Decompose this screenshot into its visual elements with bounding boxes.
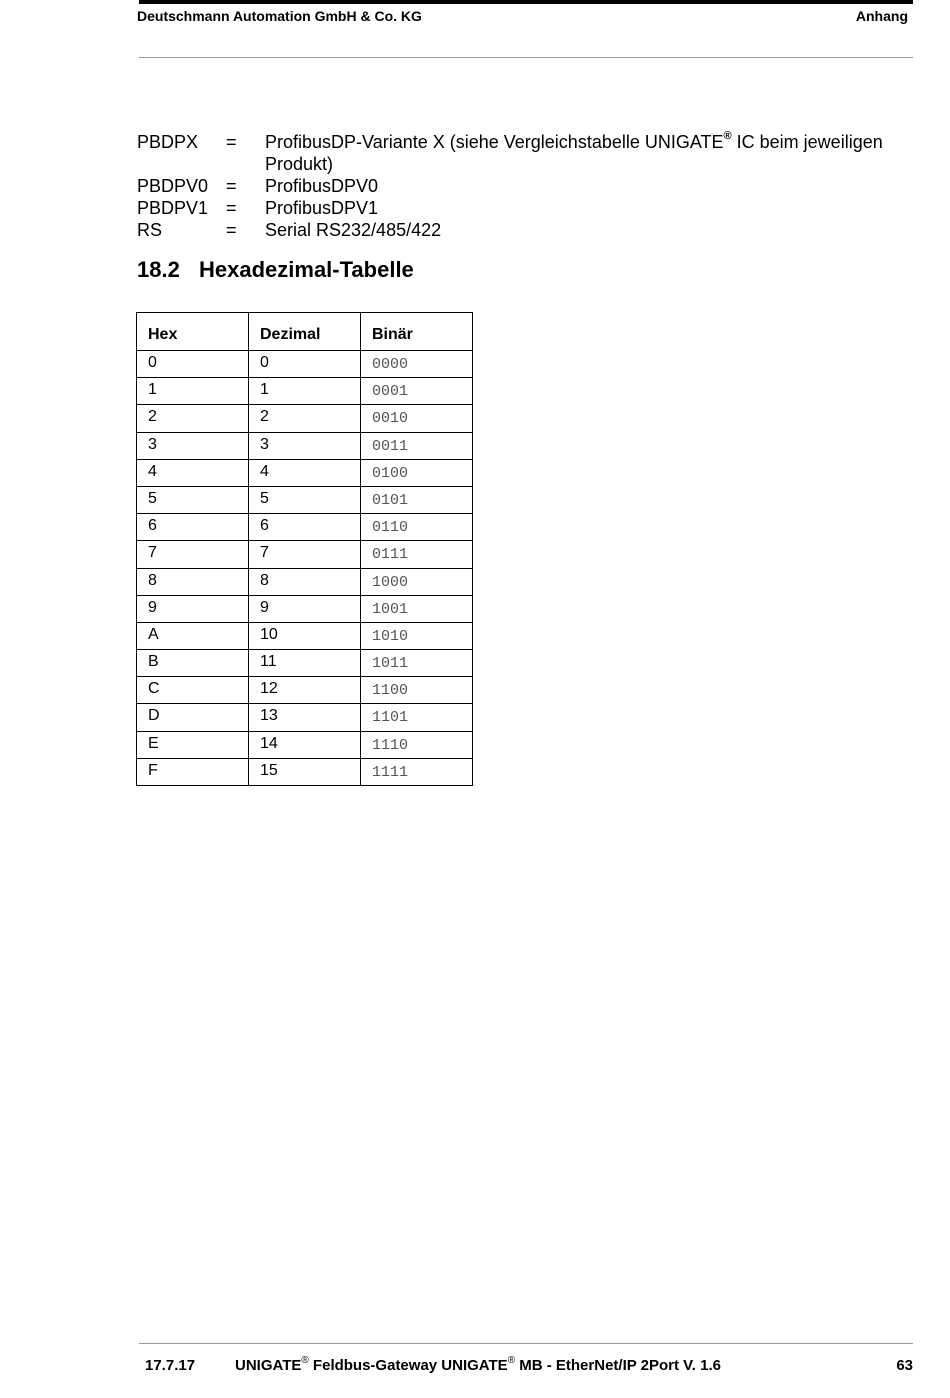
cell-dezimal: 12: [249, 677, 361, 704]
hex-table: [136, 312, 473, 786]
table-row: [137, 378, 473, 405]
abbreviation-list: [137, 131, 907, 241]
abbreviation-row: [137, 219, 907, 241]
abbreviation-equals: =: [226, 220, 237, 240]
cell-binaer: 1011: [361, 650, 473, 677]
table-body: [137, 351, 473, 786]
cell-dezimal: 1: [249, 378, 361, 405]
abbreviation-equals: =: [226, 132, 237, 152]
cell-binaer: 0111: [361, 541, 473, 568]
abbreviation-description: [265, 131, 907, 175]
cell-binaer: 0010: [361, 405, 473, 432]
abbreviation-description: ProfibusDPV1: [265, 198, 379, 218]
footer-divider: [139, 1343, 913, 1344]
cell-dezimal: 9: [249, 595, 361, 622]
table-row: [137, 595, 473, 622]
cell-binaer: 1001: [361, 595, 473, 622]
table-row: [137, 650, 473, 677]
cell-binaer: 1101: [361, 704, 473, 731]
table-row: [137, 486, 473, 513]
table-row: [137, 568, 473, 595]
cell-binaer: 1000: [361, 568, 473, 595]
cell-hex: 8: [137, 568, 249, 595]
cell-hex: F: [137, 758, 249, 785]
cell-dezimal: 10: [249, 622, 361, 649]
cell-dezimal: 13: [249, 704, 361, 731]
cell-binaer: 0001: [361, 378, 473, 405]
table-row: [137, 622, 473, 649]
table-row: [137, 405, 473, 432]
registered-mark: ®: [507, 1355, 516, 1366]
cell-binaer: 1010: [361, 622, 473, 649]
abbreviation-term: PBDPV1: [137, 198, 209, 218]
cell-binaer: 0110: [361, 514, 473, 541]
cell-binaer: 1110: [361, 731, 473, 758]
abbreviation-equals: =: [226, 198, 237, 218]
cell-hex: 3: [137, 432, 249, 459]
abbreviation-description: ProfibusDPV0: [265, 176, 379, 196]
cell-hex: 4: [137, 459, 249, 486]
cell-binaer: 0100: [361, 459, 473, 486]
header-section: Anhang: [855, 8, 908, 24]
table-row: [137, 704, 473, 731]
header-company: Deutschmann Automation GmbH & Co. KG: [137, 8, 422, 24]
cell-hex: C: [137, 677, 249, 704]
section-number: 18.2: [137, 257, 180, 282]
abbreviation-description-text: ProfibusDP-Variante X (siehe Vergleichstabelle UNIGATE: [265, 132, 724, 152]
table-header-row: [137, 313, 473, 351]
abbreviation-term: PBDPV0: [137, 176, 209, 196]
abbreviation-row: [137, 197, 907, 219]
cell-dezimal: 5: [249, 486, 361, 513]
table-row: [137, 514, 473, 541]
page-number: 63: [896, 1357, 913, 1374]
cell-hex: 6: [137, 514, 249, 541]
cell-hex: 9: [137, 595, 249, 622]
column-header-hex: Hex: [137, 313, 249, 351]
abbreviation-term: RS: [137, 220, 163, 240]
table-row: [137, 758, 473, 785]
table-row: [137, 731, 473, 758]
cell-dezimal: 3: [249, 432, 361, 459]
cell-hex: A: [137, 622, 249, 649]
abbreviation-row: [137, 131, 907, 175]
cell-dezimal: 14: [249, 731, 361, 758]
abbreviation-description: Serial RS232/485/422: [265, 220, 442, 240]
header-top-rule: [139, 0, 913, 4]
abbreviation-term: PBDPX: [137, 132, 199, 152]
footer-title: [235, 1357, 721, 1374]
registered-mark: ®: [723, 130, 732, 142]
table-row: [137, 432, 473, 459]
cell-dezimal: 7: [249, 541, 361, 568]
cell-binaer: 1100: [361, 677, 473, 704]
cell-dezimal: 2: [249, 405, 361, 432]
registered-mark: ®: [301, 1355, 309, 1366]
cell-hex: 1: [137, 378, 249, 405]
abbreviation-row: [137, 175, 907, 197]
cell-dezimal: 6: [249, 514, 361, 541]
cell-hex: 5: [137, 486, 249, 513]
section-title: Hexadezimal-Tabelle: [199, 257, 414, 282]
section-heading: [137, 257, 414, 283]
cell-dezimal: 4: [249, 459, 361, 486]
cell-binaer: 1111: [361, 758, 473, 785]
column-header-dezimal: Dezimal: [249, 313, 361, 351]
cell-binaer: 0101: [361, 486, 473, 513]
cell-hex: 7: [137, 541, 249, 568]
footer-title-text: Feldbus-Gateway UNIGATE: [308, 1357, 508, 1374]
footer-date: 17.7.17: [145, 1357, 196, 1374]
cell-dezimal: 11: [249, 650, 361, 677]
abbreviation-equals: =: [226, 176, 237, 196]
cell-hex: B: [137, 650, 249, 677]
footer-title-text: UNIGATE: [235, 1357, 302, 1374]
header-divider: [139, 57, 913, 58]
cell-hex: 0: [137, 351, 249, 378]
cell-binaer: 0000: [361, 351, 473, 378]
cell-binaer: 0011: [361, 432, 473, 459]
cell-hex: D: [137, 704, 249, 731]
table-row: [137, 351, 473, 378]
cell-hex: 2: [137, 405, 249, 432]
column-header-binaer: Binär: [361, 313, 473, 351]
cell-dezimal: 0: [249, 351, 361, 378]
table-row: [137, 677, 473, 704]
cell-dezimal: 8: [249, 568, 361, 595]
table-row: [137, 541, 473, 568]
table-row: [137, 459, 473, 486]
abbreviation-description-text: IC beim jeweiligen Produkt): [265, 132, 883, 174]
footer-title-text: MB - EtherNet/IP 2Port V. 1.6: [515, 1357, 721, 1374]
cell-hex: E: [137, 731, 249, 758]
cell-dezimal: 15: [249, 758, 361, 785]
